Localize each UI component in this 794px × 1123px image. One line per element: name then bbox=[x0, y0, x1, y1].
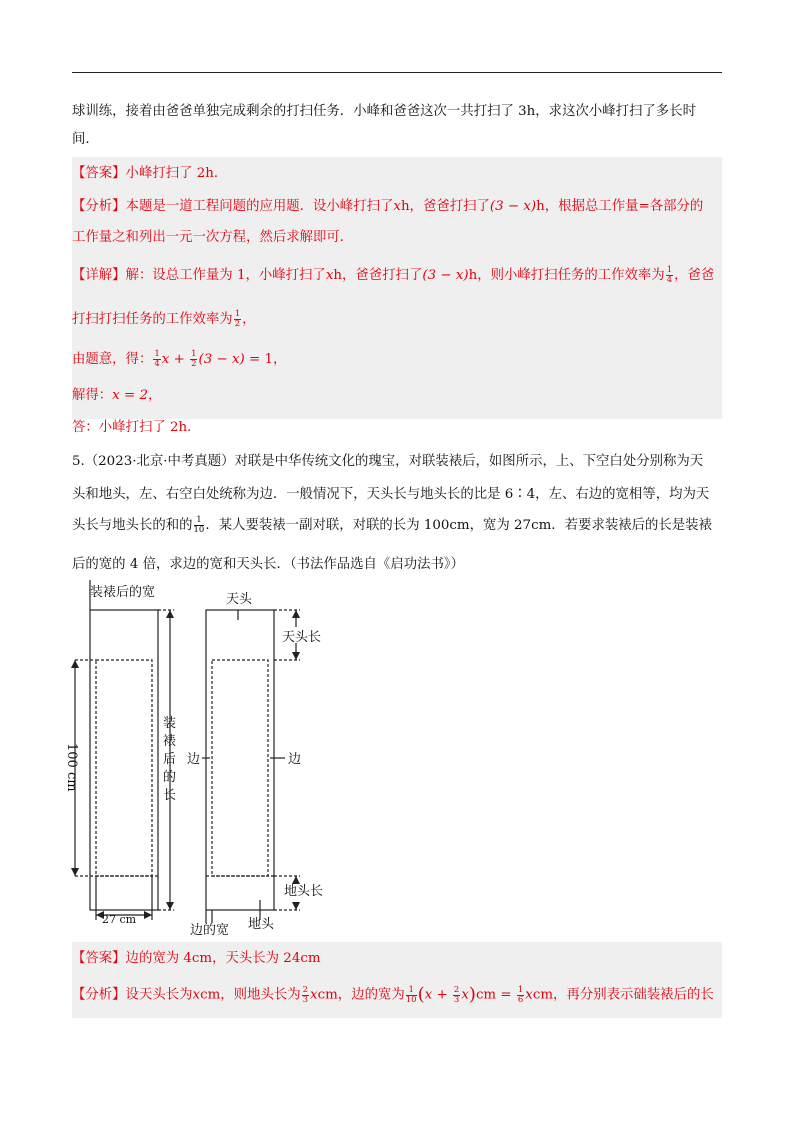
answer-4: 【答案】小峰打扫了 2h． bbox=[72, 166, 228, 181]
label-100cm: 100 cm bbox=[64, 743, 79, 792]
analysis-4-line-1: 【分析】本题是一道工程问题的应用题．设小峰打扫了xh，爸爸打扫了(3 − x)h，根据总工作量=各部分的 bbox=[72, 199, 704, 214]
header-rule bbox=[72, 72, 722, 73]
label-ditou: 地头 bbox=[248, 917, 275, 932]
label-bian-left: 边 bbox=[187, 752, 201, 767]
analysis-5: 【分析】设天头长为xcm，则地头长为 $\frac{2}{3}$ xcm，边的宽为 $\frac{1}{10}$ (x + $\frac{2}{3}$ x)cm = $\frac{1}{6}$ xcm，再分别表示础装裱后的长 bbox=[72, 984, 714, 1005]
label-length-char-0: 装 bbox=[163, 716, 177, 731]
label-length-char-2: 后 bbox=[163, 752, 177, 767]
fraction-one-tenth: $\frac{1}{10}$ bbox=[193, 515, 205, 535]
label-bian-width: 边的宽 bbox=[190, 923, 230, 937]
fraction-one-half: $\frac{1}{2}$ bbox=[234, 309, 241, 329]
label-length-char-3: 的 bbox=[163, 770, 177, 785]
detail-4-line-2: 打扫打扫任务的工作效率为 $\frac{1}{2}$ ， bbox=[72, 309, 256, 329]
label-tiantou-length: 天头长 bbox=[282, 630, 322, 645]
answer-5: 【答案】边的宽为 4cm，天头长为 24cm bbox=[72, 951, 321, 966]
problem-4-line-2: 间． bbox=[72, 132, 99, 147]
label-length-char-4: 长 bbox=[163, 788, 177, 803]
problem-5-line-3: 头长与地头长的和的 $\frac{1}{10}$ ．某人要装裱一副对联，对联的长为 100cm，宽为 27cm．若要求装裱后的长是装裱 bbox=[72, 515, 712, 535]
couplet-figure bbox=[60, 575, 360, 937]
label-bian-right: 边 bbox=[288, 752, 302, 767]
problem-5-line-4: 后的宽的 4 倍，求边的宽和天头长．（书法作品选自《启功法书》） bbox=[72, 557, 464, 572]
label-ditou-length: 地头长 bbox=[284, 884, 324, 899]
label-width-after: 装裱后的宽 bbox=[90, 585, 156, 600]
label-tiantou: 天头 bbox=[226, 592, 253, 607]
equation-4: 由题意，得： $\frac{1}{4}$ x + $\frac{1}{2}$ (3 − x) = 1， bbox=[72, 349, 287, 369]
problem-4-line-1: 球训练，接着由爸爸单独完成剩余的打扫任务．小峰和爸爸这次一共打扫了 3h，求这次小峰打扫了多长时 bbox=[72, 104, 696, 119]
fraction-one-quarter: $\frac{1}{4}$ bbox=[666, 265, 673, 285]
problem-5-line-1: 5.（2023·北京·中考真题）对联是中华传统文化的瑰宝，对联装裱后，如图所示，上、下空白处分别称为天 bbox=[72, 454, 704, 469]
detail-4-line-1: 【详解】解：设总工作量为 1，小峰打扫了xh，爸爸打扫了(3 − x)h，则小峰打扫任务的工作效率为 $\frac{1}{4}$ ，爸爸 bbox=[72, 265, 715, 285]
label-27cm: 27 cm bbox=[102, 913, 137, 926]
analysis-4-line-2: 工作量之和列出一元一次方程，然后求解即可． bbox=[72, 230, 354, 245]
label-length-char-1: 裱 bbox=[163, 734, 177, 749]
solution-4: 解得：x = 2， bbox=[72, 388, 162, 403]
final-answer-4: 答：小峰打扫了 2h． bbox=[72, 420, 201, 435]
problem-5-line-2: 头和地头，左、右空白处统称为边．一般情况下，天头长与地头长的比是 6∶4，左、右边的宽相等，均为天 bbox=[72, 487, 710, 502]
